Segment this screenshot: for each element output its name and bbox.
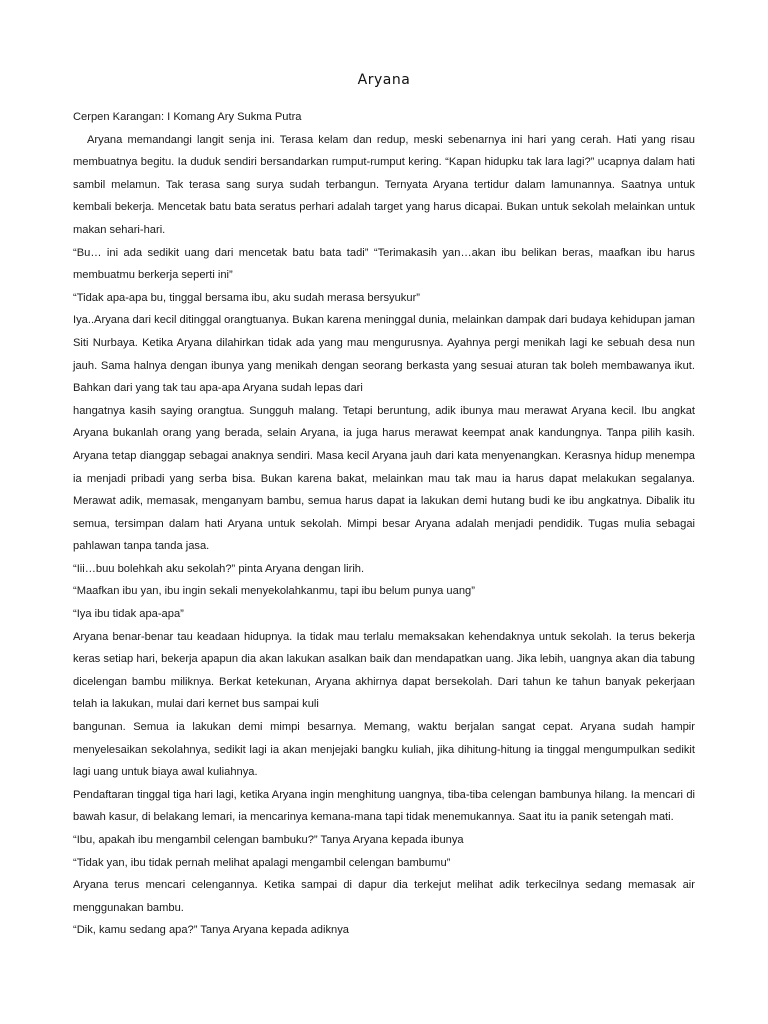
- paragraph: “Dik, kamu sedang apa?” Tanya Aryana kepada adiknya: [73, 924, 350, 937]
- paragraph: “Ibu, apakah ibu mengambil celengan bambuku?” Tanya Aryana kepada ibunya: [73, 834, 464, 846]
- page-title: Aryana: [357, 72, 411, 88]
- paragraph: Aryana benar-benar tau keadaan hidupnya. Ia tidak mau terlalu memaksakan kehendaknya untuk sekolah. Ia terus bekerja keras setiap hari, bekerja apapun dia akan lakukan asalkan baik dan mendapatkan uang. Jika lebih, uangnya akan dia tabung dicelengan bambu miliknya. Berkat ketekunan, Aryana akhirnya dapat bersekolah. Dari tahun ke tahun banyak pekerjaan telah ia lakukan, mulai dari kernet bus sampai kuli: [73, 630, 695, 711]
- paragraph: “Iya ibu tidak apa-apa”: [73, 608, 184, 621]
- paragraph: “Iii…buu bolehkah aku sekolah?” pinta Aryana dengan lirih.: [73, 562, 365, 575]
- paragraph: Iya..Aryana dari kecil ditinggal orangtuanya. Bukan karena meninggal dunia, melainkan dampak dari budaya kehidupan jaman Siti Nurbaya. Ketika Aryana dilahirkan tidak ada yang mau mengurusnya. Ayahnya pergi menikah lagi ke sebuah desa nun jauh. Sama halnya dengan ibunya yang menikah dengan seorang berkasta yang sesuai aturan tak boleh membawanya ikut. Bahkan dari yang tak tau apa-apa Aryana sudah lepas dari: [73, 314, 695, 395]
- author-line: Cerpen Karangan: I Komang Ary Sukma Putra: [73, 111, 302, 123]
- paragraph: hangatnya kasih saying orangtua. Sungguh malang. Tetapi beruntung, adik ibunya mau merawat Aryana kecil. Ibu angkat Aryana bukanlah orang yang berada, selain Aryana, ia juga harus merawat keempat anak kandungnya. Tanpa pilih kasih. Aryana tetap dianggap sebagai anaknya sendiri. Masa kecil Aryana jauh dari kata menyenangkan. Kerasnya hidup menempa ia menjadi pribadi yang serba bisa. Bukan karena bakat, melainkan mau tak mau ia harus dapat melakukan segalanya. Merawat adik, memasak, menganyam bambu, semua harus dapat ia lakukan demi hutang budi ke ibu angkatnya. Dibalik itu semua, tersimpan dalam hati Aryana untuk sekolah. Mimpi besar Aryana adalah menjadi pendidik. Tugas mulia sebagai pahlawan tanpa tanda jasa.: [73, 404, 695, 553]
- paragraph: Aryana memandangi langit senja ini. Terasa kelam dan redup, meski sebenarnya ini hari yang cerah. Hati yang risau membuatnya begitu. Ia duduk sendiri bersandarkan rumput-rumput kering. “Kapan hidupku tak lara lagi?” ucapnya dalam hati sambil melamun. Tak terasa sang surya sudah terbangun. Ternyata Aryana tertidur dalam lamunannya. Saatnya untuk kembali bekerja. Mencetak batu bata seratus perhari adalah target yang harus dicapai. Bukan untuk sekolah melainkan untuk makan sehari-hari.: [73, 133, 695, 236]
- paragraph: Aryana terus mencari celengannya. Ketika sampai di dapur dia terkejut melihat adik terkecilnya sedang memasak air menggunakan bambu.: [73, 879, 695, 914]
- paragraph: “Tidak apa-apa bu, tinggal bersama ibu, aku sudah merasa bersyukur”: [73, 291, 420, 304]
- paragraph: “Tidak yan, ibu tidak pernah melihat apalagi mengambil celengan bambumu”: [73, 856, 451, 869]
- paragraph: bangunan. Semua ia lakukan demi mimpi besarnya. Memang, waktu berjalan sangat cepat. Aryana sudah hampir menyelesaikan sekolahnya, sedikit lagi ia akan menjejaki bangku kuliah, jika dihitung-hitung ia tinggal mengumpulkan sedikit lagi uang untuk biaya awal kuliahnya.: [73, 721, 695, 779]
- paragraph: “Maafkan ibu yan, ibu ingin sekali menyekolahkanmu, tapi ibu belum punya uang”: [73, 585, 475, 598]
- story-body: [73, 106, 695, 942]
- paragraph: “Bu… ini ada sedikit uang dari mencetak batu bata tadi” “Terimakasih yan…akan ibu belikan beras, maafkan ibu harus membuatmu berkerja seperti ini”: [73, 246, 695, 282]
- paragraph: Pendaftaran tinggal tiga hari lagi, ketika Aryana ingin menghitung uangnya, tiba-tiba celengan bambunya hilang. Ia mencari di bawah kasur, di belakang lemari, ia mencarinya kemana-mana tapi tidak menemukannya. Saat itu ia panik setengah mati.: [73, 788, 695, 824]
